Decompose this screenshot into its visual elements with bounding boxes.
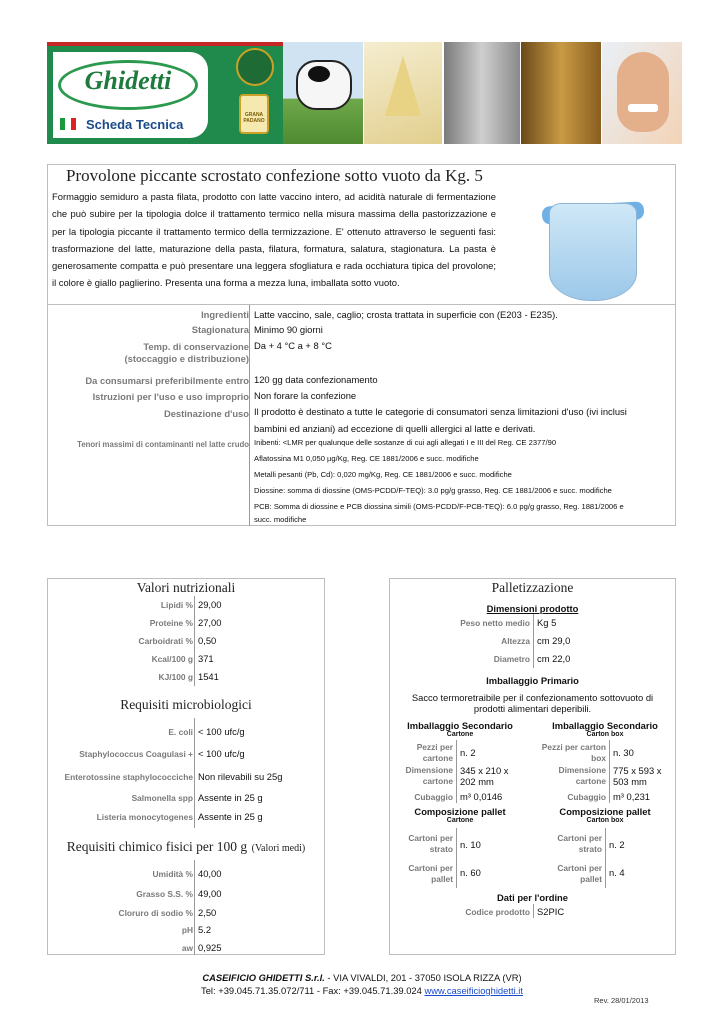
codice-label: Codice prodotto bbox=[465, 907, 530, 917]
diametro-label: Diametro bbox=[493, 654, 530, 664]
istruzioni-value: Non forare la confezione bbox=[254, 390, 357, 401]
sec-left-title: Imballaggio Secondario bbox=[407, 720, 513, 731]
micro-label: Staphylococcus Coagulasi + bbox=[79, 749, 193, 759]
tenori-line: Inibenti: <LMR per qualunque delle sostanze di cui agli allegati I e III del Reg. CE 2377/90 bbox=[254, 438, 557, 447]
product-description: Formaggio semiduro a pasta filata, prodotto con latte vaccino intero, ad acidità naturale di fermentazione che può subire per la tipologia dolce il trattamento termico nella misura massima della pastorizzazione e per la tipologia piccante il trattamento termico della termizzazione. E' ottenuto attraverso le seguenti fasi: trasformazione del latte, maturazione della pasta, filatura, formatura, salatura, stagionatura. La pasta è generosamente compatta e può presentare una leggera sfogliatura e rada occhiatura tipica del provolone; il colore è giallo paglierino. Presenta una forma a mezza luna, imballata sotto vuoto. bbox=[52, 191, 496, 289]
cub-box-label: Cubaggio bbox=[567, 792, 606, 802]
tenori-line: PCB: Somma di diossine e PCB diossina simili (OMS-PCDD/F-PCB-TEQ): 6.0 pg/g grasso, Reg. 1881/2006 e bbox=[254, 502, 624, 511]
factory-photo bbox=[521, 42, 601, 144]
dim-box-value: 775 x 593 x bbox=[613, 765, 662, 776]
imb-primario-desc-2: prodotti alimentari deperibili. bbox=[473, 703, 592, 714]
sec-left-sub: Cartone bbox=[446, 731, 474, 738]
nutrition-value: 371 bbox=[198, 653, 214, 664]
tenori-label: Tenori massimi di contaminanti nel latte crudo bbox=[77, 440, 249, 449]
destinazione-value-2: bambini ed anziani) ad eccezione di quelli allergici al latte e derivati. bbox=[254, 423, 536, 434]
chem-label: Cloruro di sodio % bbox=[118, 908, 193, 918]
product-image bbox=[549, 203, 637, 301]
pallet-title: Palletizzazione bbox=[491, 580, 574, 595]
scheda-label: Scheda Tecnica bbox=[86, 116, 184, 132]
seal-text: GRANA PADANO bbox=[243, 112, 265, 124]
divider bbox=[533, 614, 534, 668]
tenori-line: Aflatossina M1 0,050 µg/Kg, Reg. CE 1881/2006 e succ. modifiche bbox=[254, 454, 479, 463]
nutrition-value: 0,50 bbox=[198, 635, 217, 646]
cub-box-value: m³ 0,231 bbox=[613, 791, 650, 802]
pezzi-value: n. 2 bbox=[460, 747, 476, 758]
micro-value: < 100 ufc/g bbox=[198, 726, 245, 737]
altezza-label: Altezza bbox=[501, 636, 530, 646]
ingredienti-value: Latte vaccino, sale, caglio; crosta trattata in superficie con (E203 - E235). bbox=[254, 309, 558, 320]
footer-company-line bbox=[0, 972, 724, 983]
machinery-photo bbox=[444, 42, 520, 144]
cub-value: m³ 0,0146 bbox=[460, 791, 503, 802]
consumo-value: 120 gg data confezionamento bbox=[254, 374, 378, 385]
nutrition-label: Kcal/100 g bbox=[151, 654, 193, 664]
quality-seal-icon bbox=[236, 48, 274, 86]
product-title: Provolone piccante scrostato confezione sotto vuoto da Kg. 5 bbox=[66, 166, 483, 185]
nutrition-title: Valori nutrizionali bbox=[136, 580, 236, 595]
ordine-title: Dati per l'ordine bbox=[497, 892, 568, 903]
comp-left-title: Composizione pallet bbox=[414, 806, 506, 817]
chem-title: Requisiti chimico fisici per 100 g bbox=[66, 839, 248, 854]
strato-value: n. 10 bbox=[460, 839, 481, 850]
nutrition-label: Proteine % bbox=[149, 618, 193, 628]
company-name: CASEIFICIO GHIDETTI S.r.l. bbox=[202, 972, 325, 983]
imb-primario-desc: Sacco termoretraibile per il confezionamento sottovuoto di bbox=[411, 692, 654, 703]
micro-value: Assente in 25 g bbox=[198, 811, 263, 822]
nutrition-value: 1541 bbox=[198, 671, 219, 682]
footer-contacts-line bbox=[0, 985, 724, 996]
dim-label-2: cartone bbox=[422, 776, 453, 786]
nutrition-value: 29,00 bbox=[198, 599, 222, 610]
chem-title-row bbox=[47, 838, 325, 856]
divider bbox=[456, 740, 457, 803]
pezzi-box-label: Pezzi per carton bbox=[541, 742, 606, 752]
temp-value: Da + 4 °C a + 8 °C bbox=[254, 340, 332, 351]
ingredienti-label: Ingredienti bbox=[201, 309, 249, 320]
pallet-box-label-2: pallet bbox=[580, 874, 602, 884]
nutrition-label: Carboidrati % bbox=[138, 636, 193, 646]
temp-label: Temp. di conservazione bbox=[143, 341, 249, 352]
dim-label: Dimensione bbox=[405, 765, 453, 775]
chem-value: 40,00 bbox=[198, 868, 222, 879]
pallet-count-label: Cartoni per bbox=[408, 863, 453, 873]
divider bbox=[194, 718, 195, 828]
pezzi-box-label-2: box bbox=[591, 753, 606, 763]
diametro-value: cm 22,0 bbox=[537, 653, 571, 664]
dim-box-value-2: 503 mm bbox=[613, 776, 647, 787]
micro-label: Listeria monocytogenes bbox=[96, 812, 193, 822]
pezzi-box-value: n. 30 bbox=[613, 747, 634, 758]
micro-label: Enterotossine staphylococciche bbox=[64, 772, 193, 782]
strato-label-2: strato bbox=[429, 844, 453, 854]
altezza-value: cm 29,0 bbox=[537, 635, 571, 646]
chem-label: Umidità % bbox=[152, 869, 193, 879]
man-face-image bbox=[617, 52, 669, 132]
micro-label: E. coli bbox=[168, 727, 193, 737]
cub-label: Cubaggio bbox=[414, 792, 453, 802]
divider bbox=[605, 828, 606, 888]
chem-value: 5.2 bbox=[198, 924, 212, 935]
chem-value: 0,925 bbox=[198, 942, 222, 953]
chem-value: 2,50 bbox=[198, 907, 217, 918]
contacts: Tel: +39.045.71.35.072/711 - Fax: +39.045.71.39.024 bbox=[201, 985, 425, 996]
sec-right-title: Imballaggio Secondario bbox=[552, 720, 658, 731]
imb-primario-title: Imballaggio Primario bbox=[486, 675, 579, 686]
brand-logo: Ghidetti bbox=[84, 66, 172, 95]
destinazione-label: Destinazione d'uso bbox=[163, 408, 249, 419]
micro-label: Salmonella spp bbox=[131, 793, 193, 803]
strato-box-label: Cartoni per bbox=[557, 833, 602, 843]
man-smile-image bbox=[628, 104, 658, 112]
temp-label-sub: (stoccaggio e distribuzione) bbox=[124, 353, 249, 364]
stagionatura-value: Minimo 90 giorni bbox=[254, 324, 323, 335]
stagionatura-label: Stagionatura bbox=[191, 324, 249, 335]
istruzioni-label: Istruzioni per l'uso e uso improprio bbox=[92, 391, 249, 402]
dim-title: Dimensioni prodotto bbox=[486, 603, 579, 614]
nutrition-label: Lipidi % bbox=[160, 600, 193, 610]
chem-label: Grasso S.S. % bbox=[136, 889, 193, 899]
dim-value: 345 x 210 x bbox=[460, 765, 509, 776]
consumo-label: Da consumarsi preferibilmente entro bbox=[85, 375, 249, 386]
dim-box-label-2: cartone bbox=[575, 776, 606, 786]
strato-box-label-2: strato bbox=[578, 844, 602, 854]
pezzi-label: Pezzi per bbox=[416, 742, 453, 752]
chem-title-note: (Valori medi) bbox=[251, 843, 306, 854]
nutrition-label: KJ/100 g bbox=[158, 672, 193, 682]
sec-right-sub: Carton box bbox=[586, 731, 624, 738]
cow-spot bbox=[308, 66, 330, 82]
italy-flag-icon bbox=[60, 118, 76, 130]
chem-label: aw bbox=[181, 943, 193, 953]
nutrition-value: 27,00 bbox=[198, 617, 222, 628]
tenori-line: succ. modifiche bbox=[254, 515, 307, 524]
chem-label: pH bbox=[181, 925, 193, 935]
chem-value: 49,00 bbox=[198, 888, 222, 899]
dim-value-2: 202 mm bbox=[460, 776, 494, 787]
divider bbox=[194, 596, 195, 686]
comp-right-title: Composizione pallet bbox=[559, 806, 651, 817]
micro-value: < 100 ufc/g bbox=[198, 748, 245, 759]
comp-right-sub: Carton box bbox=[586, 817, 624, 824]
comp-left-sub: Cartone bbox=[446, 817, 474, 824]
pezzi-label-2: cartone bbox=[422, 753, 453, 763]
dim-box-label: Dimensione bbox=[558, 765, 606, 775]
divider bbox=[47, 304, 676, 305]
strato-box-value: n. 2 bbox=[609, 839, 625, 850]
revision: Rev. 28/01/2013 bbox=[594, 996, 649, 1005]
divider bbox=[609, 740, 610, 803]
pallet-count-label-2: pallet bbox=[431, 874, 453, 884]
peso-label: Peso netto medio bbox=[460, 618, 530, 628]
divider bbox=[194, 860, 195, 955]
divider bbox=[249, 305, 250, 526]
micro-value: Assente in 25 g bbox=[198, 792, 263, 803]
website-link[interactable]: www.caseificioghidetti.it bbox=[424, 985, 523, 996]
peso-value: Kg 5 bbox=[537, 617, 557, 628]
micro-value: Non rilevabili su 25g bbox=[198, 771, 283, 782]
divider bbox=[533, 904, 534, 918]
strato-label: Cartoni per bbox=[408, 833, 453, 843]
pallet-box-value: n. 4 bbox=[609, 867, 625, 878]
pallet-box-label: Cartoni per bbox=[557, 863, 602, 873]
pallet-count-value: n. 60 bbox=[460, 867, 481, 878]
company-address: - VIA VIVALDI, 201 - 37050 ISOLA RIZZA (VR) bbox=[324, 972, 522, 983]
destinazione-value: Il prodotto è destinato a tutte le categorie di consumatori senza limitazioni d'uso (ivi inclusi bbox=[254, 406, 627, 417]
scheda-row bbox=[60, 114, 183, 134]
codice-value: S2PIC bbox=[537, 906, 565, 917]
divider bbox=[456, 828, 457, 888]
micro-title: Requisiti microbiologici bbox=[120, 697, 252, 712]
tenori-line: Metalli pesanti (Pb, Cd): 0,020 mg/Kg, Reg. CE 1881/2006 e succ. modifiche bbox=[254, 470, 512, 479]
tenori-line: Diossine: somma di diossine (OMS-PCDD/F-TEQ): 3.0 pg/g grasso, Reg. CE 1881/2006 e succ. modifiche bbox=[254, 486, 612, 495]
